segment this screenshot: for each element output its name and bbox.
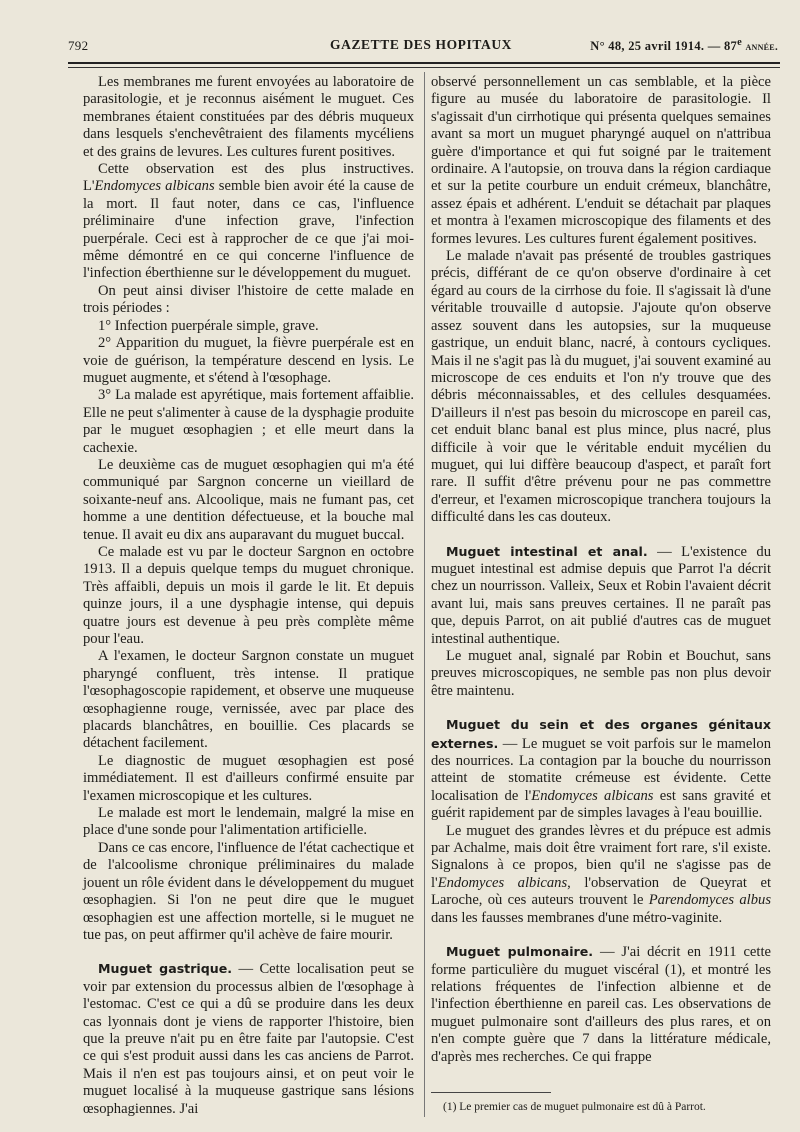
right-column xyxy=(431,74,771,1066)
page-number: 792 xyxy=(68,38,89,53)
left-column xyxy=(83,74,414,1118)
list-item: 1° Infection puerpérale simple, grave. xyxy=(98,317,319,334)
column-divider xyxy=(424,72,425,1117)
running-header xyxy=(68,34,778,54)
paragraph: Le malade n'avait pas présenté de troubles gastriques précis, différant de ce qu'on observe d'ordinaire à cet égard au cours de la cirrhose du foie. Il s'agissait là d'une véritable trouvaille d autopsie. J'ajoute qu'on observe assez souvent dans les autopsies, sur la muqueuse gastrique, un enduit blanc, nacré, à contours cycliques. Mais il ne s'agit pas là du muguet, j'ai souvent examiné au microscope de ces enduits et l'on n'y trouve que des débris méconnaissables, et des cellules desquamées. D'ailleurs il n'est pas besoin du microscope en pareil cas, cet enduit blanc banal est plus mince, plus nacré, plus difficile à voir que le véritable enduit mycélien du muguet, qui lui diffère beaucoup d'aspect, et paraît fort rare. Il suffit d'être prévenu pour ne pas commettre d'erreur, et l'examen microscopique tranchera toujours la difficulté dans les cas douteux. xyxy=(431,248,771,526)
paragraph: Cette observation est des plus instructives. L'Endomyces albicans semble bien avoir été la cause de la mort. Il faut noter, dans ce cas, l'influence préliminaire d'une infection grave, l'infection puerpérale. Ceci est à rapprocher de ce que j'ai moi-même démontré en ce qui concerne l'influence de l'infection éberthienne sur le développement du muguet. xyxy=(83,161,415,282)
section-sein: Muguet du sein et des organes génitaux externes. — Le muguet se voit parfois sur le mamelon des nourrices. La contagion par la bouche du nourrisson atteint de stomatite crémeuse est évidente. Cette localisation de l'Endomyces albicans est sans gravité et guérit rapidement par de simples lavages à l'eau bouillie. xyxy=(431,717,771,822)
section-gastrique: Muguet gastrique. — Cette localisation peut se voir par extension du processus albien de l'œsophage à l'estomac. C'est ce qui a dû se produire dans les deux cas lyonnais dont je viens de rapporter l'histoire, bien que la preuve n'ait pu en être faite par l'autopsie. C'est ce qui s'est produit aussi dans les cas anciens de Parrot. Mais il n'en est pas toujours ainsi, et on peut voir le muguet localisé à la muqueuse gastrique sans lésions œsophagiennes. J'ai xyxy=(83,961,414,1117)
paragraph: Ce malade est vu par le docteur Sargnon en octobre 1913. Il a depuis quelque temps du muguet chronique. Très affaibli, depuis un mois il garde le lit. Et depuis quinze jours, il a une dysphagie intense, qui depuis quatre jours est devenue à peu près complète même pour l'eau. xyxy=(83,543,414,647)
paragraph: Les membranes me furent envoyées au laboratoire de parasitologie, et je reconnus aisément le muguet. Ces membranes étaient constituées par des débris muqueux dans lesquels s'enchevêtraient des filaments mycéliens et des grains de levures. Les cultures furent positives. xyxy=(83,74,414,160)
paragraph: observé personnellement un cas semblable, et la pièce figure au musée du laboratoire de parasitologie. Il s'agissait d'un cirrhotique qui présenta quelques semaines avant sa mort un muguet pharyngé auquel on n'attribua guère d'importance et qui fut soigné par le traitement ordinaire. A l'autopsie, on trouva dans la région cardiaque et sur la petite courbure un enduit crémeux, blanchâtre, assez épais et adhérent. L'enduit se détachait par plaques et montra à l'examen microscopique des filaments et des formes levures. Les cultures furent également positives. xyxy=(431,74,771,247)
paragraph: Le muguet anal, signalé par Robin et Bouchut, sans preuves microscopiques, ne semble pas non plus devoir être maintenu. xyxy=(431,648,771,699)
header-rule-thin xyxy=(68,67,780,68)
journal-title: GAZETTE DES HOPITAUX xyxy=(330,37,513,52)
paragraph: A l'examen, le docteur Sargnon constate un muguet pharyngé confluent, très intense. Il pratique l'œsophagoscopie rapidement, et observe une muqueuse œsophagienne rouge, vernissée, avec par place des placards blanchâtres, en bouillie. Ces placards se détachent facilement. xyxy=(83,648,414,752)
header-rule-thick xyxy=(68,62,780,64)
paragraph: Le diagnostic de muguet œsophagien est posé immédiatement. Il est d'ailleurs confirmé ensuite par l'examen microscopique et les cultures. xyxy=(83,752,414,804)
issue-info: N° 48, 25 avril 1914. — 87e année. xyxy=(590,37,778,54)
paragraph: Le muguet des grandes lèvres et du prépuce est admis par Achalme, mais doit être vraiment fort rare, s'il existe. Signalons à ce propos, bien qu'il ne s'agisse pas de l'Endomyces albicans, l'observation de Queyrat et Laroche, où ces auteurs trouvent le Parendomyces albus dans les fausses membranes d'une métro-vaginite. xyxy=(431,822,772,926)
section-heading: Muguet gastrique. xyxy=(98,961,233,977)
paragraph: Le malade est mort le lendemain, malgré la mise en place d'une sonde pour l'alimentation artificielle. xyxy=(83,805,414,839)
section-heading: Muguet intestinal et anal. xyxy=(446,543,648,559)
section-heading: Muguet pulmonaire. xyxy=(446,944,594,960)
list-item: 3° La malade est apyrétique, mais fortement affaiblie. Elle ne peut s'alimenter à cause de la dysphagie produite par le muguet œsophagien ; et elle meurt dans la cachexie. xyxy=(83,387,414,456)
list-item: 2° Apparition du muguet, la fièvre puerpérale est en voie de guérison, la température descend en lysis. Le muguet augmente, et s'étend à l'œsophage. xyxy=(83,335,414,386)
paragraph: Le deuxième cas de muguet œsophagien qui m'a été communiqué par Sargnon concerne un vieillard de soixante-neuf ans. Alcoolique, mais ne fumant pas, cet homme a une dentition défectueuse, et la bouche mal tenue. Il avait eu dix ans auparavant du muguet buccal. xyxy=(83,456,414,543)
paragraph: Dans ce cas encore, l'influence de l'état cachectique et de l'alcoolisme chronique préliminaires du malade jouent un rôle évident dans le développement du muguet œsophagien. Si l'on ne peut dire que le muguet œsophagien est une affection mortelle, si le muguet ne tue pas, on peut affirmer qu'il achève de faire mourir. xyxy=(83,839,414,943)
section-heading: Muguet du sein et des organes génitaux externes. xyxy=(431,717,771,751)
paragraph: On peut ainsi diviser l'histoire de cette malade en trois périodes : xyxy=(83,282,414,317)
footnote: (1) Le premier cas de muguet pulmonaire est dû à Parrot. xyxy=(443,1101,706,1113)
section-intestinal: Muguet intestinal et anal. — L'existence du muguet intestinal est admise depuis que Parrot l'a décrit chez un nourrisson. Valleix, Seux et Robin l'avaient décrit avant lui, mais sans preuves certaines. Il ne paraît pas que, depuis Parrot, on ait publié d'autres cas de muguet intestinal authentique. xyxy=(431,543,771,647)
footnote-rule xyxy=(431,1092,551,1093)
section-pulmonaire: Muguet pulmonaire. — J'ai décrit en 1911 cette forme particulière du muguet viscéral (1), et montré les relations fréquentes de l'infection albienne et de l'infection éberthienne en pareil cas. Les observations de muguet pulmonaire sont d'ailleurs des plus rares, et on n'en compte guère que 7 dans la littérature médicale, d'après mes recherches. Ce qui frappe xyxy=(431,944,771,1065)
